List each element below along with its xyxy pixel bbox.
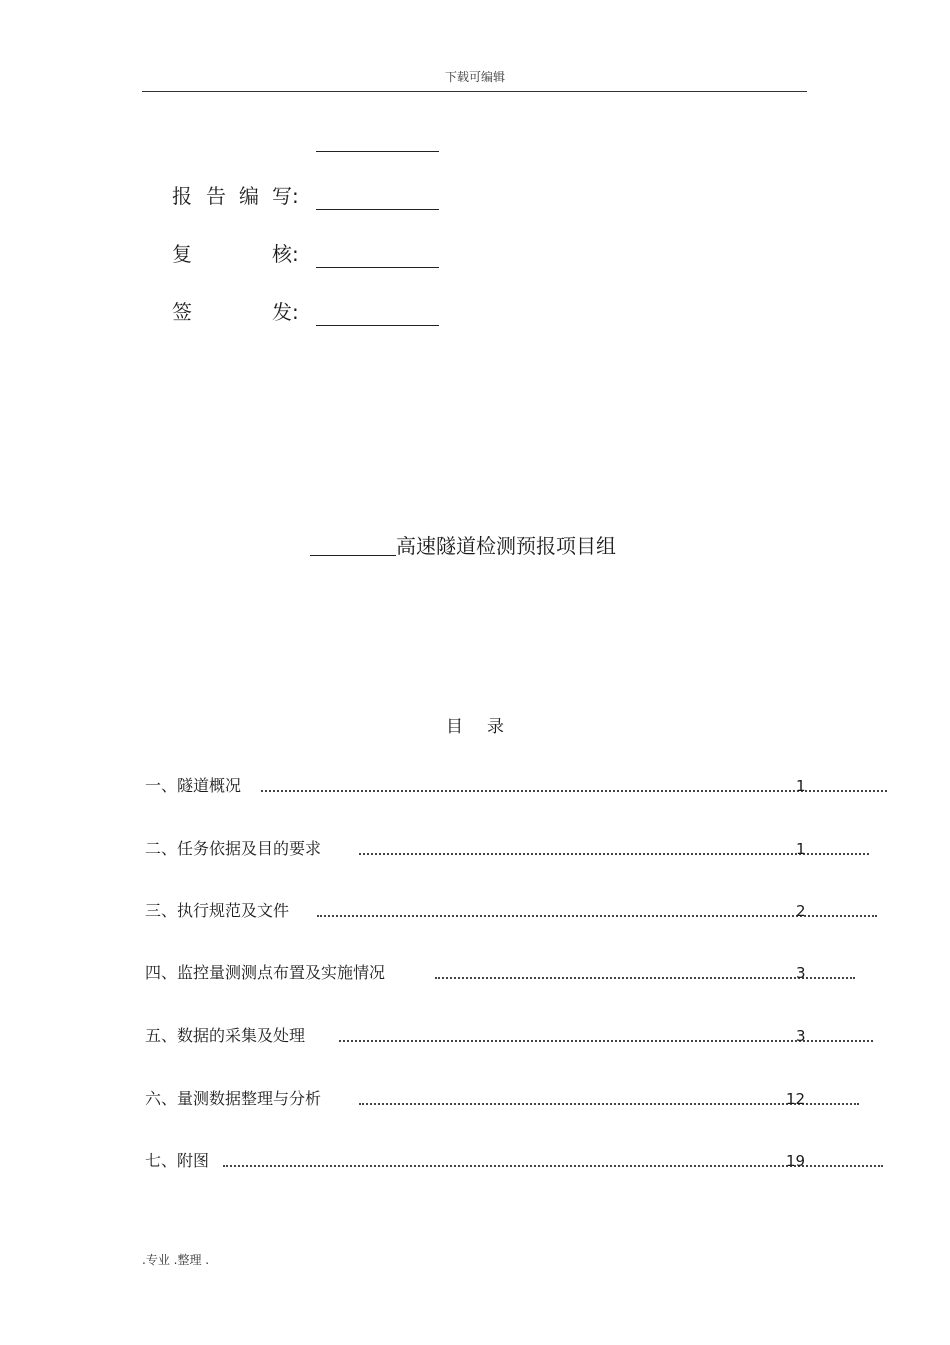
page-footer-text: .专业 .整理 . bbox=[142, 1253, 210, 1267]
blank-line-review bbox=[316, 267, 439, 268]
header-divider bbox=[142, 91, 807, 92]
blank-line-issue bbox=[316, 325, 439, 326]
sig-char: 写: bbox=[272, 184, 299, 208]
sig-char: 复 bbox=[172, 242, 192, 266]
toc-item-label: 三、执行规范及文件 bbox=[145, 901, 290, 920]
toc-leader-dots bbox=[261, 790, 887, 792]
toc-leader-dots bbox=[339, 1040, 873, 1042]
group-name-blank bbox=[310, 555, 396, 556]
toc-item-page: 1 bbox=[796, 777, 806, 795]
toc-item-page: 3 bbox=[796, 1027, 806, 1045]
toc-leader-dots bbox=[359, 853, 869, 855]
blank-line-top bbox=[316, 151, 439, 152]
toc-item-page: 19 bbox=[786, 1152, 806, 1170]
toc-leader-dots bbox=[223, 1165, 883, 1167]
toc-item-label: 二、任务依据及目的要求 bbox=[145, 839, 322, 858]
toc-item-label: 六、量测数据整理与分析 bbox=[145, 1089, 322, 1108]
toc-item-label: 四、监控量测测点布置及实施情况 bbox=[145, 963, 386, 982]
toc-item-page: 3 bbox=[796, 964, 806, 982]
project-group-name: 高速隧道检测预报项目组 bbox=[396, 534, 616, 558]
toc-item-page: 1 bbox=[796, 840, 806, 858]
toc-title: 目录 bbox=[446, 717, 528, 737]
toc-item-label: 一、隧道概况 bbox=[145, 776, 242, 795]
blank-line-writer bbox=[316, 209, 439, 210]
toc-leader-dots bbox=[435, 977, 855, 979]
toc-item-page: 12 bbox=[786, 1090, 806, 1108]
sig-char: 报 bbox=[172, 184, 192, 208]
sig-char: 签 bbox=[172, 300, 192, 324]
sig-char: 发: bbox=[272, 300, 299, 324]
toc-item-label: 五、数据的采集及处理 bbox=[145, 1026, 306, 1045]
toc-leader-dots bbox=[359, 1103, 859, 1105]
toc-leader-dots bbox=[317, 915, 877, 917]
page-header-text: 下载可编辑 bbox=[444, 70, 505, 84]
sig-char: 编 bbox=[239, 184, 259, 208]
toc-item-page: 2 bbox=[796, 902, 806, 920]
toc-item-label: 七、附图 bbox=[145, 1151, 210, 1170]
sig-char: 告 bbox=[206, 184, 226, 208]
sig-char: 核: bbox=[272, 242, 299, 266]
